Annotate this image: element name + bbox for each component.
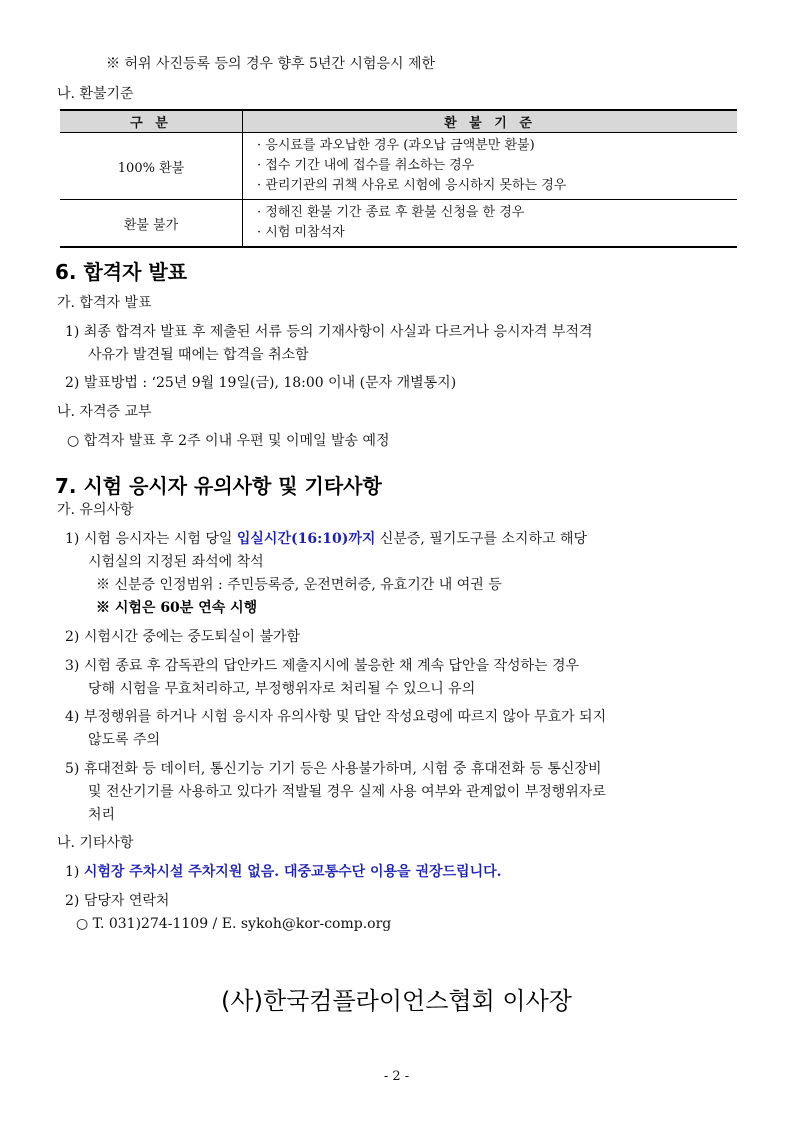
etc-item-1 <box>65 865 502 879</box>
section-7-item-3-cont: 당해 시험을 무효처리하고, 부정행위자로 처리될 수 있으니 유의 <box>88 681 476 697</box>
section-7-title: 7. 시험 응시자 유의사항 및 기타사항 <box>55 474 382 498</box>
criteria-item: · 정해진 환불 기간 종료 후 환불 신청을 한 경우 <box>257 205 525 220</box>
section-7-item-5-cont: 및 전산기기를 사용하고 있다가 적발될 경우 실제 사용 여부와 관계없이 부정행위자로 <box>88 784 606 800</box>
table-row <box>60 200 737 248</box>
item-1-text-pre: 1) 시험 응시자는 시험 당일 <box>65 531 237 547</box>
section-7-item-1-cont: 시험실의 지정된 좌석에 착석 <box>88 554 264 570</box>
false-photo-warning: ※ 허위 사진등록 등의 경우 향후 5년간 시험응시 제한 <box>106 56 435 72</box>
section-6-title: 6. 합격자 발표 <box>55 260 188 284</box>
criteria-item: · 시험 미참석자 <box>257 225 345 240</box>
item-1-text-post: 신분증, 필기도구를 소지하고 해당 <box>375 531 587 547</box>
section-7-sub-a: 가. 유의사항 <box>57 502 134 518</box>
section-6-bullet: ○ 합격자 발표 후 2주 이내 우편 및 이메일 발송 예정 <box>67 433 390 449</box>
section-6-item-1-cont: 사유가 발견될 때에는 합격을 취소함 <box>88 347 309 363</box>
section-7-item-4: 4) 부정행위를 하거나 시험 응시자 유의사항 및 답안 작성요령에 따르지 않아 무효가 되지 <box>65 709 607 725</box>
etc-item-2: 2) 담당자 연락처 <box>65 893 170 909</box>
criteria-item: · 접수 기간 내에 접수를 취소하는 경우 <box>257 158 475 173</box>
criteria-item: · 응시료를 과오납한 경우 (과오납 금액분만 환불) <box>257 138 535 153</box>
section-7-sub-b: 나. 기타사항 <box>57 835 134 851</box>
row-criteria <box>243 133 738 200</box>
signature-title: (사)한국컴플라이언스협회 이사장 <box>221 987 572 1015</box>
section-6-sub-a: 가. 합격자 발표 <box>57 295 152 311</box>
contact-info: ○ T. 031)274-1109 / E. sykoh@kor-comp.org <box>76 916 392 932</box>
section-7-item-3: 3) 시험 종료 후 감독관의 답안카드 제출지시에 불응한 채 계속 답안을 작성하는 경우 <box>65 658 580 674</box>
refund-table <box>60 109 737 248</box>
id-card-note: ※ 신분증 인정범위 : 주민등록증, 운전면허증, 유효기간 내 여권 등 <box>96 577 502 593</box>
section-7-item-5-cont2: 처리 <box>88 807 116 823</box>
section-7-item-5: 5) 휴대전화 등 데이터, 통신기능 기기 등은 사용불가하며, 시험 중 휴대전화 등 통신장비 <box>65 761 602 777</box>
table-row <box>60 133 737 200</box>
exam-duration-note: ※ 시험은 60분 연속 시행 <box>96 600 258 616</box>
header-criteria: 환 불 기 준 <box>243 110 738 133</box>
etc-item-1-number: 1) <box>65 864 84 880</box>
row-category: 환불 불가 <box>60 200 243 248</box>
refund-table-header <box>60 110 737 133</box>
row-criteria <box>243 200 738 248</box>
header-category: 구 분 <box>60 110 243 133</box>
section-7-item-4-cont: 않도록 주의 <box>88 732 161 748</box>
page-number: - 2 - <box>383 1069 410 1084</box>
section-6-item-2: 2) 발표방법 : ‘25년 9월 19일(금), 18:00 이내 (문자 개별통지) <box>65 375 457 391</box>
row-category: 100% 환불 <box>60 133 243 200</box>
parking-notice: 시험장 주차시설 주차지원 없음. 대중교통수단 이용을 권장드립니다. <box>83 864 502 880</box>
section-6-sub-b: 나. 자격증 교부 <box>57 404 152 420</box>
section-7-item-1 <box>65 532 587 546</box>
entry-time-highlight: 입실시간(16:10)까지 <box>236 531 376 547</box>
criteria-item: · 관리기관의 귀책 사유로 시험에 응시하지 못하는 경우 <box>257 178 567 193</box>
refund-heading: 나. 환불기준 <box>57 86 134 102</box>
section-7-item-2: 2) 시험시간 중에는 중도퇴실이 불가함 <box>65 629 301 645</box>
section-6-item-1: 1) 최종 합격자 발표 후 제출된 서류 등의 기재사항이 사실과 다르거나 응시자격 부적격 <box>65 324 593 340</box>
